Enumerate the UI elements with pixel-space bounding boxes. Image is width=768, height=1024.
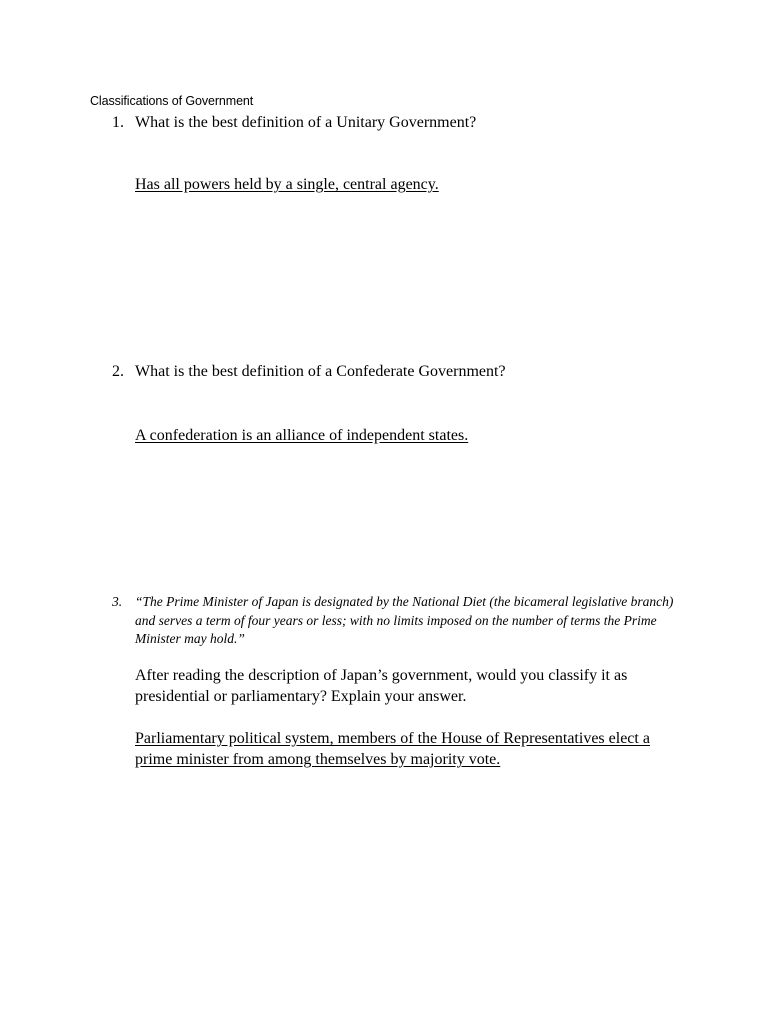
question-3-text: After reading the description of Japan’s government, would you classify it as presidential or parliamentary? Explain your answer. [135, 667, 628, 705]
question-3-number: 3. [112, 594, 123, 609]
question-3-answer: Parliamentary political system, members of the House of Representatives elect a prime minister from among themselves by majority vote. [135, 730, 650, 768]
document-title: Classifications of Government [90, 94, 254, 108]
question-2-number: 2. [112, 363, 124, 380]
question-1-number: 1. [112, 114, 124, 131]
question-2-answer: A confederation is an alliance of independent states. [135, 427, 469, 444]
question-3-quote: “The Prime Minister of Japan is designated by the National Diet (the bicameral legislative branch) and serves a term of four years or less; with no limits imposed on the number of terms the Prime Minister may hold.” [135, 594, 674, 646]
question-1-answer: Has all powers held by a single, central agency. [135, 176, 439, 193]
question-1-text: What is the best definition of a Unitary Government? [135, 114, 477, 131]
question-2-text: What is the best definition of a Confederate Government? [135, 363, 506, 380]
